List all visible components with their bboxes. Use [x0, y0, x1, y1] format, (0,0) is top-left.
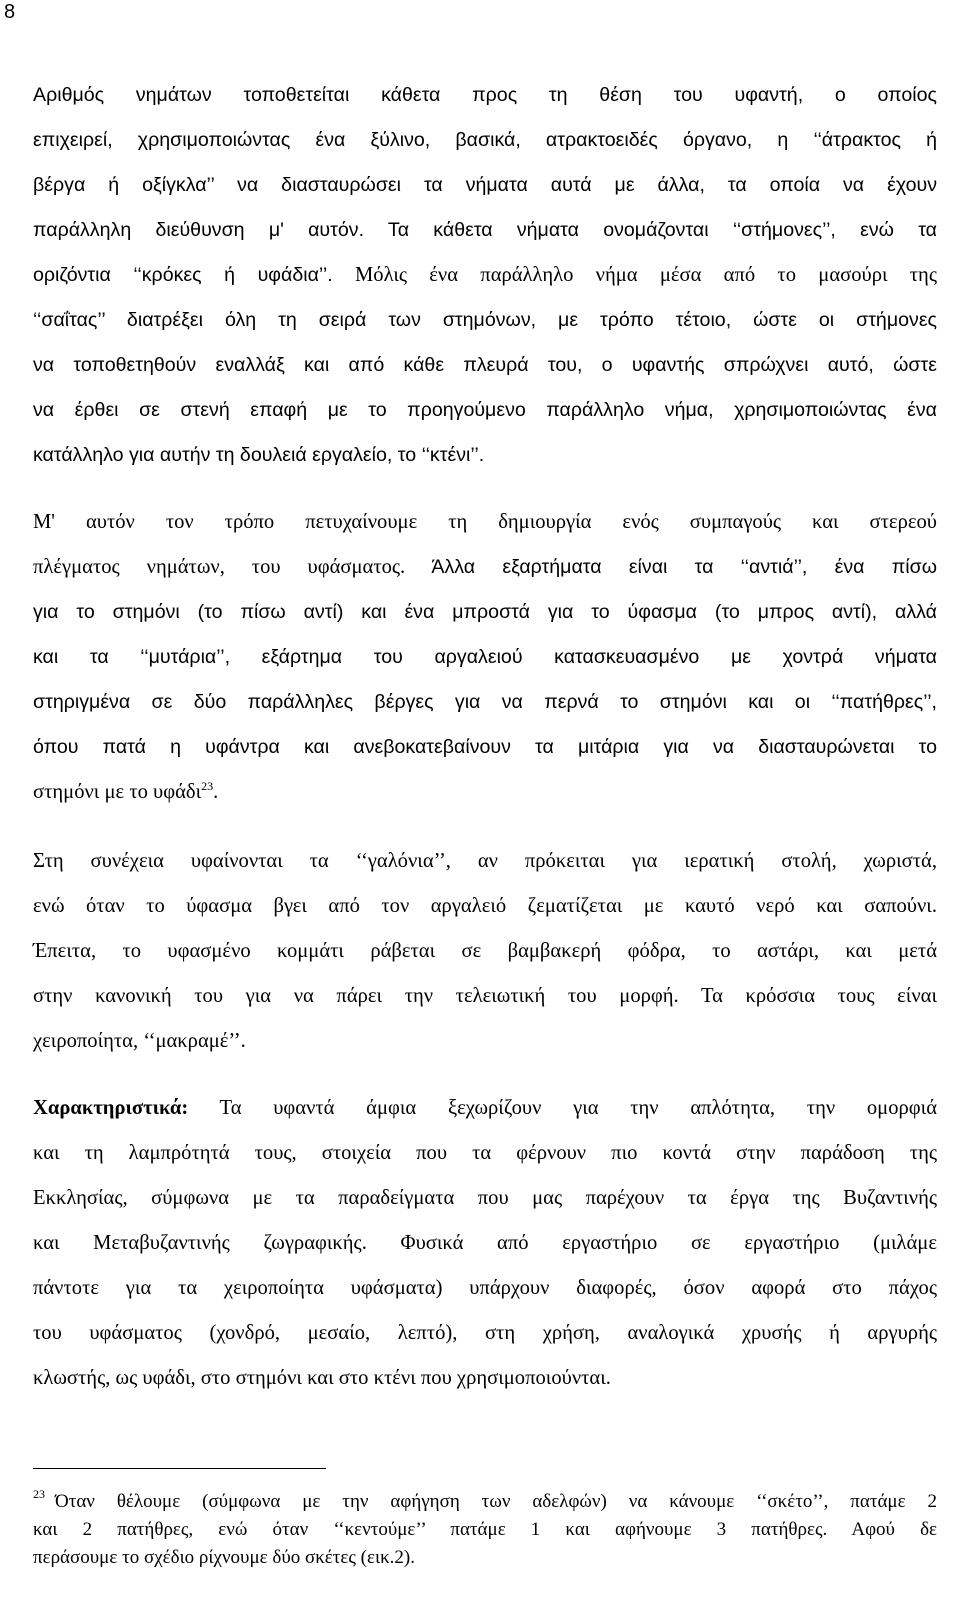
- paragraph-2-line-6: όπου πατά η υφάντρα και ανεβοκατεβαίνουν τα μιτάρια για να διασταυρώνεται το: [33, 736, 937, 758]
- paragraph-2-line-7: [33, 778, 937, 806]
- paragraph-2-line-4: και τα ‘‘μυτάρια’’, εξάρτημα του αργαλειού κατασκευασμένο με χοντρά νήματα: [33, 646, 937, 668]
- paragraph-2-line-2-part-b: Άλλα εξαρτήματα είναι τα ‘‘αντιά’’, ένα πίσω: [405, 556, 937, 578]
- footnote-reference-23: 23: [201, 779, 214, 793]
- paragraph-4-line-7: κλωστής, ως υφάδι, στο στημόνι και στο κτένι που χρησιμοποιούνται.: [33, 1367, 611, 1389]
- paragraph-1-line-4: παράλληλη διεύθυνση μ' αυτόν. Τα κάθετα νήματα ονομάζονται ‘‘στήμονες’’, ενώ τα: [33, 219, 937, 241]
- footnote-line-3: περάσουμε το σχέδιο ρίχνουμε δύο σκέτες (εικ.2).: [33, 1547, 415, 1568]
- paragraph-2-line-7-end: .: [213, 781, 219, 803]
- paragraph-1-line-5-part-a: οριζόντια ‘‘κρόκες ή υφάδια’’.: [33, 264, 333, 286]
- paragraph-1-line-5: [33, 261, 937, 289]
- paragraph-2-line-7-text: στημόνι με το υφάδι: [33, 781, 202, 803]
- paragraph-4-line-4: και Μεταβυζαντινής ζωγραφικής. Φυσικά από εργαστήριο σε εργαστήριο (μιλάμε: [33, 1232, 937, 1254]
- paragraph-2-line-2: [33, 553, 937, 581]
- paragraph-1-line-2: επιχειρεί, χρησιμοποιώντας ένα ξύλινο, βασικά, ατρακτοειδές όργανο, η ‘‘άτρακτος ή: [33, 129, 937, 151]
- footnote-line-1: [33, 1487, 937, 1514]
- paragraph-2-line-1: Μ' αυτόν τον τρόπο πετυχαίνουμε τη δημιουργία ενός συμπαγούς και στερεού: [33, 511, 937, 533]
- paragraph-4-line-5: πάντοτε για τα χειροποίητα υφάσματα) υπάρχουν διαφορές, όσον αφορά στο πάχος: [33, 1277, 937, 1299]
- paragraph-3-line-5: χειροποίητα, ‘‘μακραμέ’’.: [33, 1030, 246, 1052]
- paragraph-4-line-3: Εκκλησίας, σύμφωνα με τα παραδείγματα που μας παρέχουν τα έργα της Βυζαντινής: [33, 1187, 937, 1209]
- footnote-line-2: και 2 πατήθρες, ενώ όταν ‘‘κεντούμε’’ πατάμε 1 και αφήνουμε 3 πατήθρες. Αφού δε: [33, 1519, 937, 1540]
- paragraph-4-line-1-text: Τα υφαντά άμφια ξεχωρίζουν για την απλότητα, την ομορφιά: [188, 1097, 937, 1119]
- paragraph-4-line-1: [33, 1094, 937, 1122]
- page-number: 8: [4, 1, 16, 23]
- paragraph-1-line-8: να έρθει σε στενή επαφή με το προηγούμενο παράλληλο νήμα, χρησιμοποιώντας ένα: [33, 399, 937, 421]
- paragraph-3-line-4: στην κανονική του για να πάρει την τελειωτική του μορφή. Τα κρόσσια τους είναι: [33, 985, 937, 1007]
- paragraph-1-line-3: βέργα ή οξίγκλα’’ να διασταυρώσει τα νήματα αυτά με άλλα, τα οποία να έχουν: [33, 174, 937, 196]
- paragraph-2-line-3: για το στημόνι (το πίσω αντί) και ένα μπροστά για το ύφασμα (το μπρος αντί), αλλά: [33, 601, 937, 623]
- paragraph-1-line-7: να τοποθετηθούν εναλλάξ και από κάθε πλευρά του, ο υφαντής σπρώχνει αυτό, ώστε: [33, 354, 937, 376]
- paragraph-2-line-2-part-a: πλέγματος νημάτων, του υφάσματος.: [33, 556, 406, 578]
- paragraph-3-line-1: Στη συνέχεια υφαίνονται τα ‘‘γαλόνια’’, αν πρόκειται για ιερατική στολή, χωριστά,: [33, 850, 937, 872]
- paragraph-4-line-2: και τη λαμπρότητά τους, στοιχεία που τα φέρνουν πιο κοντά στην παράδοση της: [33, 1142, 937, 1164]
- paragraph-1-line-6: ‘‘σαΐτας’’ διατρέξει όλη τη σειρά των στημόνων, με τρόπο τέτοιο, ώστε οι στήμονες: [33, 309, 937, 331]
- footnote-number: 23: [33, 1487, 45, 1501]
- footnote-separator: [33, 1468, 326, 1469]
- paragraph-3-line-3: Έπειτα, το υφασμένο κομμάτι ράβεται σε βαμβακερή φόδρα, το αστάρι, και μετά: [33, 940, 937, 962]
- characteristics-heading: Χαρακτηριστικά:: [33, 1097, 189, 1119]
- paragraph-1-line-5-part-b: Μόλις ένα παράλληλο νήμα μέσα από το μασούρι της: [332, 264, 937, 286]
- paragraph-4-line-6: του υφάσματος (χονδρό, μεσαίο, λεπτό), στη χρήση, αναλογικά χρυσής ή αργυρής: [33, 1322, 937, 1344]
- paragraph-1-line-9: κατάλληλο για αυτήν τη δουλειά εργαλείο, το ‘‘κτένι’’.: [33, 444, 485, 466]
- paragraph-3-line-2: ενώ όταν το ύφασμα βγει από τον αργαλειό ζεματίζεται με καυτό νερό και σαπούνι.: [33, 895, 937, 917]
- paragraph-2-line-5: στηριγμένα σε δύο παράλληλες βέργες για να περνά το στημόνι και οι ‘‘πατήθρες’’,: [33, 691, 937, 713]
- footnote-line-1-text: Όταν θέλουμε (σύμφωνα με την αφήγηση των αδελφών) να κάνουμε ‘‘σκέτο’’, πατάμε 2: [55, 1491, 937, 1512]
- paragraph-1-line-1: Αριθμός νημάτων τοποθετείται κάθετα προς τη θέση του υφαντή, ο οποίος: [33, 84, 937, 106]
